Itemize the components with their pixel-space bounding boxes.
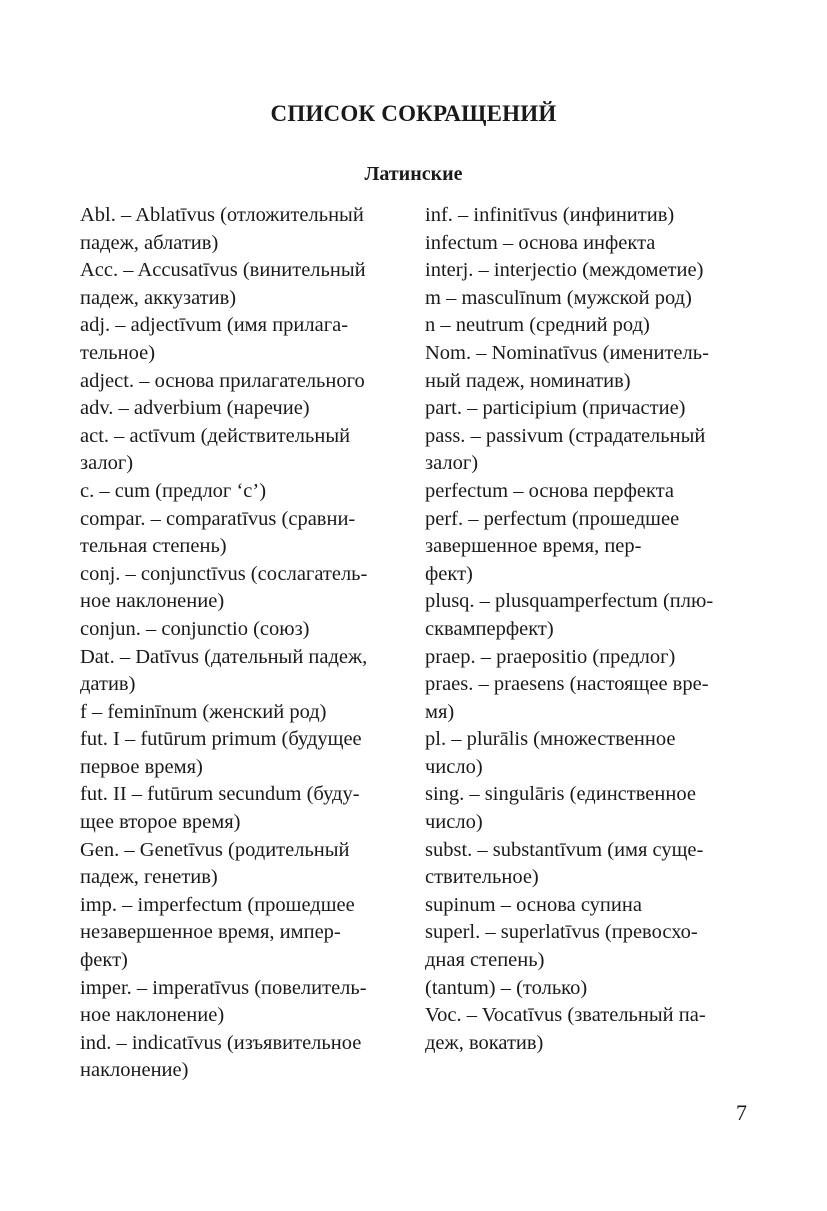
abbreviation-line: pl. – plurālis (множественное bbox=[425, 728, 676, 751]
abbreviation-line: падеж, аблатив) bbox=[80, 231, 219, 254]
abbreviation-line: наклонение) bbox=[80, 1059, 189, 1082]
abbreviation-entry bbox=[80, 837, 402, 892]
abbreviation-line: superl. – superlatīvus (превосхо- bbox=[425, 921, 698, 944]
abbreviation-entry bbox=[80, 975, 402, 1030]
abbreviation-line: m – masculīnum (мужской род) bbox=[425, 286, 692, 309]
abbreviation-line: part. – participium (причастие) bbox=[425, 397, 686, 420]
abbreviation-line: pass. – passivum (страдательный bbox=[425, 424, 706, 447]
abbreviation-line: sing. – singulāris (единственное bbox=[425, 783, 696, 806]
abbreviation-entry bbox=[425, 975, 747, 1003]
abbreviation-line: Nom. – Nominatīvus (именитель- bbox=[425, 341, 709, 364]
page-title: СПИСОК СОКРАЩЕНИЙ bbox=[270, 101, 557, 127]
abbreviation-line: act. – actīvum (действительный bbox=[80, 424, 351, 447]
abbreviation-line: ствительное) bbox=[425, 866, 539, 889]
abbreviation-entry bbox=[425, 892, 747, 920]
abbreviation-entry bbox=[80, 1030, 402, 1085]
abbreviation-entry bbox=[425, 257, 747, 285]
abbreviation-line: залог) bbox=[425, 452, 479, 475]
abbreviation-line: фект) bbox=[80, 949, 128, 972]
abbreviation-entry bbox=[80, 892, 402, 975]
abbreviation-entry bbox=[425, 395, 747, 423]
abbreviation-line: fut. I – futūrum primum (будущее bbox=[80, 728, 362, 751]
abbreviation-line: ind. – indicatīvus (изъявительное bbox=[80, 1031, 362, 1054]
abbreviations-left-column bbox=[80, 202, 402, 1085]
abbreviation-entry bbox=[425, 671, 747, 726]
abbreviation-line: praep. – praepositio (предлог) bbox=[425, 645, 676, 668]
abbreviation-line: щее второе время) bbox=[80, 811, 241, 834]
abbreviation-line: ный падеж, номинатив) bbox=[425, 369, 631, 392]
abbreviation-entry bbox=[425, 837, 747, 892]
abbreviation-entry bbox=[425, 202, 747, 230]
abbreviation-entry bbox=[80, 312, 402, 367]
abbreviation-entry bbox=[80, 257, 402, 312]
abbreviation-line: Voc. – Vocatīvus (звательный па- bbox=[425, 1004, 706, 1027]
abbreviation-line: завершенное время, пер- bbox=[425, 535, 642, 558]
page-number: 7 bbox=[736, 1100, 747, 1125]
abbreviation-line: infectum – основа инфекта bbox=[425, 231, 656, 254]
abbreviation-line: первое время) bbox=[80, 755, 203, 778]
abbreviation-line: число) bbox=[425, 755, 483, 778]
abbreviation-line: падеж, аккузатив) bbox=[80, 286, 237, 309]
abbreviation-line: adj. – adjectīvum (имя прилага- bbox=[80, 314, 349, 337]
abbreviation-entry bbox=[80, 368, 402, 396]
abbreviation-line: imper. – imperatīvus (повелитель- bbox=[80, 976, 367, 999]
abbreviation-line: датив) bbox=[80, 673, 136, 696]
abbreviation-line: adv. – adverbium (наречие) bbox=[80, 397, 310, 420]
abbreviation-entry bbox=[80, 644, 402, 699]
abbreviation-entry bbox=[80, 395, 402, 423]
abbreviation-entry bbox=[425, 340, 747, 395]
abbreviation-entry bbox=[80, 699, 402, 727]
abbreviations-right-column bbox=[425, 202, 747, 1057]
abbreviation-line: сквамперфект) bbox=[425, 617, 554, 640]
abbreviation-entry bbox=[425, 285, 747, 313]
abbreviation-line: adject. – основа прилагательного bbox=[80, 369, 365, 392]
abbreviation-line: perf. – perfectum (прошедшее bbox=[425, 507, 680, 530]
abbreviation-line: фект) bbox=[425, 562, 473, 585]
abbreviation-line: число) bbox=[425, 811, 483, 834]
abbreviation-entry bbox=[425, 312, 747, 340]
abbreviation-entry bbox=[80, 561, 402, 616]
abbreviation-entry bbox=[425, 726, 747, 781]
abbreviation-entry bbox=[80, 478, 402, 506]
abbreviation-line: Abl. – Ablatīvus (отложительный bbox=[80, 204, 364, 226]
abbreviation-line: imp. – imperfectum (прошедшее bbox=[80, 893, 355, 916]
abbreviation-entry bbox=[425, 1002, 747, 1057]
abbreviation-line: Gen. – Genetīvus (родительный bbox=[80, 838, 350, 861]
abbreviation-entry bbox=[80, 506, 402, 561]
abbreviation-line: деж, вокатив) bbox=[425, 1031, 544, 1054]
abbreviation-line: inf. – infinitīvus (инфинитив) bbox=[425, 204, 675, 226]
abbreviation-line: perfectum – основа перфекта bbox=[425, 479, 675, 502]
abbreviation-entry bbox=[425, 506, 747, 589]
abbreviation-entry bbox=[425, 781, 747, 836]
abbreviation-line: plusq. – plusquamperfectum (плю- bbox=[425, 590, 714, 613]
abbreviation-entry bbox=[80, 202, 402, 257]
abbreviation-entry bbox=[80, 726, 402, 781]
abbreviation-line: залог) bbox=[80, 452, 134, 475]
abbreviation-line: conjun. – conjunctio (союз) bbox=[80, 617, 310, 640]
abbreviation-line: падеж, генетив) bbox=[80, 866, 218, 889]
abbreviation-line: subst. – substantīvum (имя суще- bbox=[425, 838, 704, 861]
abbreviation-line: ное наклонение) bbox=[80, 1004, 225, 1027]
abbreviation-line: n – neutrum (средний род) bbox=[425, 314, 650, 337]
abbreviation-line: praes. – praesens (настоящее вре- bbox=[425, 673, 709, 696]
abbreviation-line: fut. II – futūrum secundum (буду- bbox=[80, 783, 360, 806]
abbreviation-line: мя) bbox=[425, 700, 455, 723]
abbreviation-entry bbox=[425, 230, 747, 258]
abbreviation-entry bbox=[80, 423, 402, 478]
abbreviation-line: compar. – comparatīvus (сравни- bbox=[80, 507, 356, 530]
abbreviation-line: Acc. – Accusatīvus (винительный bbox=[80, 259, 366, 282]
abbreviation-line: (tantum) – (только) bbox=[425, 976, 588, 999]
abbreviation-line: supinum – основа супина bbox=[425, 893, 642, 916]
abbreviation-entry bbox=[425, 919, 747, 974]
abbreviation-line: незавершенное время, импер- bbox=[80, 921, 341, 944]
abbreviation-entry bbox=[425, 644, 747, 672]
abbreviation-line: Dat. – Datīvus (дательный падеж, bbox=[80, 645, 368, 668]
abbreviation-entry bbox=[425, 478, 747, 506]
abbreviation-line: interj. – interjectio (междометие) bbox=[425, 259, 704, 282]
abbreviation-line: дная степень) bbox=[425, 949, 545, 972]
abbreviation-line: тельное) bbox=[80, 341, 156, 364]
abbreviation-entry bbox=[425, 423, 747, 478]
section-title: Латинские bbox=[364, 162, 463, 185]
abbreviation-line: conj. – conjunctīvus (сослагатель- bbox=[80, 562, 368, 585]
abbreviation-entry bbox=[80, 616, 402, 644]
abbreviation-line: c. – cum (предлог ‘с’) bbox=[80, 479, 267, 502]
abbreviation-entry bbox=[425, 588, 747, 643]
abbreviation-entry bbox=[80, 781, 402, 836]
abbreviation-line: f – feminīnum (женский род) bbox=[80, 700, 327, 723]
abbreviation-line: тельная степень) bbox=[80, 535, 227, 558]
abbreviation-line: ное наклонение) bbox=[80, 590, 225, 613]
